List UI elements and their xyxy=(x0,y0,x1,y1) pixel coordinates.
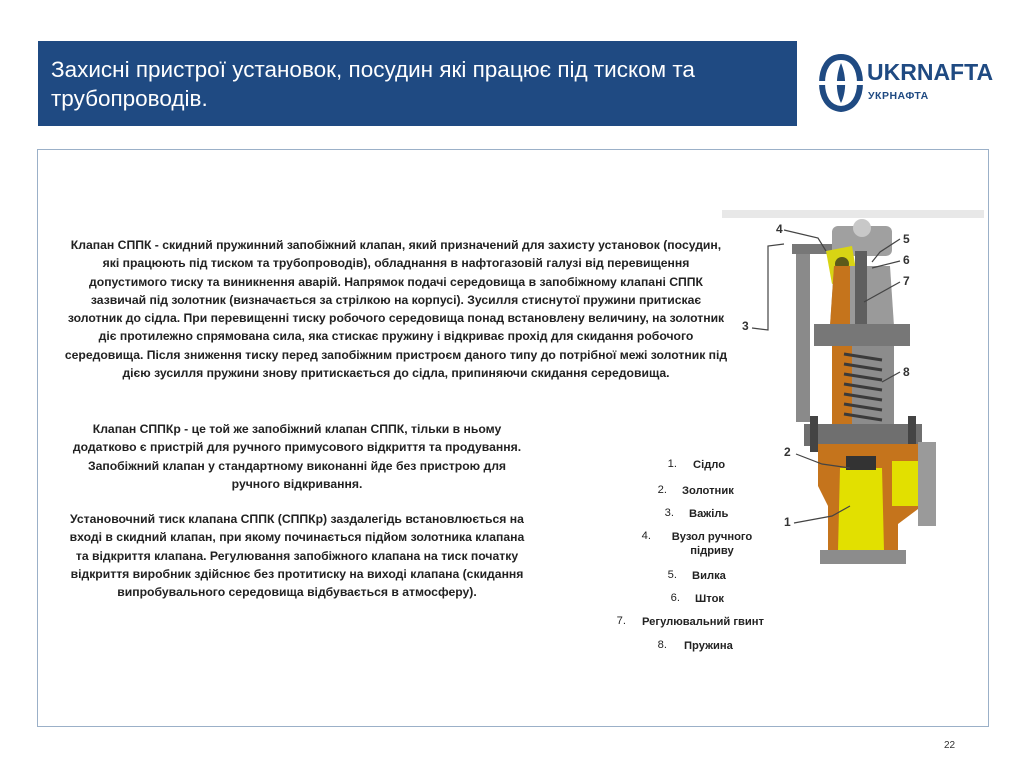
legend-label: Важіль xyxy=(689,508,729,520)
legend-label: Сідло xyxy=(693,459,726,471)
callout-8: 8 xyxy=(903,365,910,379)
cap-knob xyxy=(853,219,871,237)
legend-number: 2. xyxy=(657,484,667,496)
legend-number: 6. xyxy=(670,592,680,604)
logo-main-text: UKRNAFTA xyxy=(867,59,994,85)
outlet-passage xyxy=(892,461,918,506)
body-flange xyxy=(804,424,922,446)
legend-label: Шток xyxy=(695,593,725,605)
legend-number: 5. xyxy=(667,569,677,581)
legend-number: 1. xyxy=(667,458,677,470)
legend-number: 7. xyxy=(616,615,626,627)
paragraph-sppk-description: Клапан СППК - скидний пружинний запобіжний клапан, який призначений для захисту установок (посудин, які працюють під тиском та трубопроводів), обладнання в нафтогазовій галузі від перевищення допустимого тиску та виникнення аварій. Напрямок подачі середовища в запобіжному клапані СППК зазвичай під золотник (визначається за стрілкою на корпусі). Зусилля стиснутої пружини притискає золотник до сідла. При перевищенні тиску робочого середовища понад встановлену величину, на золотник діє протилежно спрямована сила, яка стискає пружину і відкриває прохід для скидання робочого середовища. Після зниження тиску перед запобіжним пристроєм даного типу до потрібної межі золотник під дією зусилля пружини знову притискається до сідла, припиняючи скидання середовища. xyxy=(64,238,728,381)
legend-label: Вузол ручного підриву xyxy=(671,531,753,557)
callout-line-3 xyxy=(752,244,784,330)
callout-6: 6 xyxy=(903,253,910,267)
slide-title: Захисні пристрої установок, посудин які працює під тиском та трубопроводів. xyxy=(51,57,695,111)
legend-number: 4. xyxy=(641,530,651,542)
diagram-top-strip xyxy=(722,210,984,218)
callout-1: 1 xyxy=(784,515,791,529)
inlet-flange xyxy=(820,550,906,564)
callout-5: 5 xyxy=(903,232,910,246)
logo-sub-text: УКРНАФТА xyxy=(868,90,929,102)
title-bar xyxy=(38,41,797,126)
seat xyxy=(846,456,876,470)
legend-label: Вилка xyxy=(692,570,726,582)
ukrnafta-logo-icon xyxy=(818,53,864,113)
legend-label: Регулювальний гвинт xyxy=(642,616,765,628)
middle-flange xyxy=(814,324,910,346)
legend-number: 8. xyxy=(657,639,667,651)
legend-label: Золотник xyxy=(682,485,734,497)
callout-7: 7 xyxy=(903,274,910,288)
paragraph-sppkr-description: Клапан СППКр - це той же запобіжний клапан СППК, тільки в ньому додатково є пристрій для ручного примусового відкриття та продування. Запобіжний клапан у стандартному виконанні йде без пристрою для ручного відкривання. xyxy=(72,422,522,491)
outlet-flange xyxy=(918,442,936,526)
callout-2: 2 xyxy=(784,445,791,459)
lever-part xyxy=(796,246,810,422)
legend-label: Пружина xyxy=(684,640,733,652)
callout-4: 4 xyxy=(776,222,783,236)
ukrnafta-logo xyxy=(818,53,994,113)
page-number: 22 xyxy=(944,740,956,751)
paragraph-set-pressure: Установочний тиск клапана СППК (СППКр) заздалегідь встановлюється на вході в скидний клапан, при якому починається підйом золотника клапана та відкриття клапана. Регулювання запобіжного клапана на тиск початку відкриття виробник здійснює без протитиску на виході клапана (скидання випробувального середовища відбувається в атмосферу). xyxy=(69,512,525,600)
legend-number: 3. xyxy=(664,507,674,519)
callout-3: 3 xyxy=(742,319,749,333)
safety-valve-diagram xyxy=(722,206,984,574)
